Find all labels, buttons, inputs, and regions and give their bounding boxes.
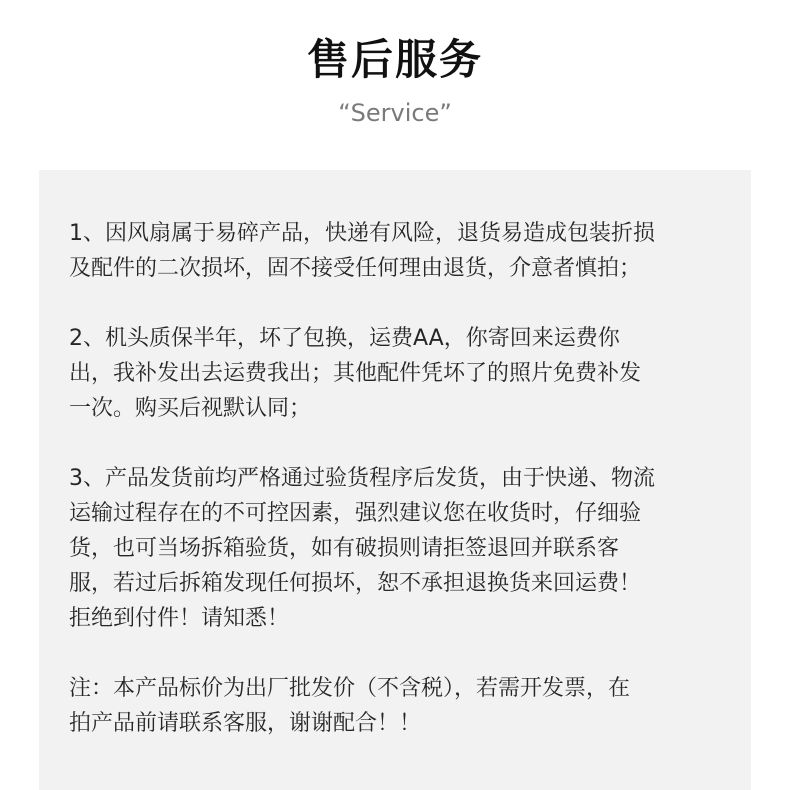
notice-line: 出，我补发出去运费我出；其他配件凭坏了的照片免费补发 [69, 361, 642, 386]
notice-paragraph-3 [69, 461, 721, 636]
notice-line: 货，也可当场拆箱验货，如有破损则请拒签退回并联系客 [69, 536, 620, 561]
notice-paragraph-4 [69, 671, 721, 741]
page-subtitle: “Service” [338, 99, 452, 127]
notice-line: 2、机头质保半年，坏了包换，运费AA，你寄回来运费你 [69, 326, 620, 351]
notice-line: 运输过程存在的不可控因素，强烈建议您在收货时，仔细验 [69, 501, 642, 526]
notice-line: 服，若过后拆箱发现任何损坏，恕不承担退换货来回运费！ [69, 571, 642, 596]
notice-line: 一次。购买后视默认同； [69, 396, 312, 421]
notice-line: 拒绝到付件！请知悉！ [69, 606, 290, 631]
notice-paragraph-2 [69, 321, 721, 426]
notice-line: 拍产品前请联系客服，谢谢配合！！ [69, 711, 422, 736]
notice-line: 注：本产品标价为出厂批发价（不含税），若需开发票，在 [69, 676, 631, 701]
notice-paragraph-1 [69, 216, 721, 286]
notice-line: 3、产品发货前均严格通过验货程序后发货，由于快递、物流 [69, 466, 655, 491]
page-title: 售后服务 [306, 35, 483, 84]
after-sales-notice-panel [39, 170, 751, 790]
notice-line: 及配件的二次损坏，固不接受任何理由退货，介意者慎拍； [69, 256, 642, 281]
page-header [0, 30, 790, 128]
notice-line: 1、因风扇属于易碎产品，快递有风险，退货易造成包装折损 [69, 221, 655, 246]
